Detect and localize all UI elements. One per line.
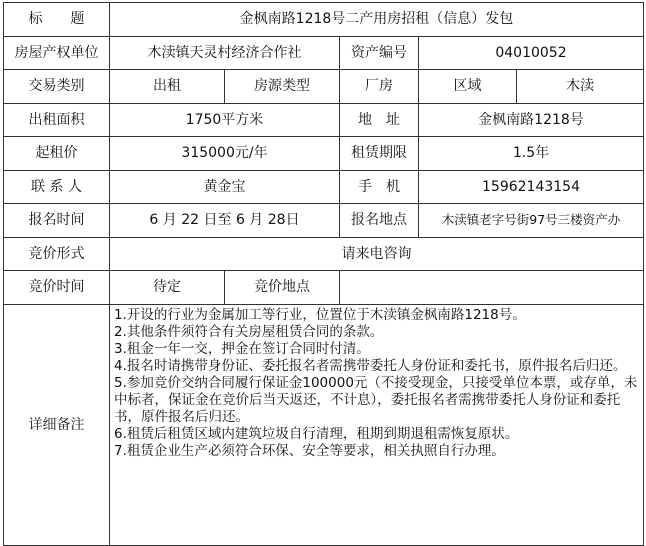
signup-time-label: 报名时间 bbox=[4, 204, 110, 238]
row-start-price bbox=[4, 137, 644, 171]
lease-term-value: 1.5年 bbox=[419, 137, 644, 171]
notes-cell bbox=[110, 304, 644, 545]
title-value: 金枫南路1218号二产用房招租（信息）发包 bbox=[110, 3, 644, 37]
trade-type-label: 交易类别 bbox=[4, 70, 110, 104]
owner-label: 房屋产权单位 bbox=[4, 36, 110, 70]
row-title bbox=[4, 3, 644, 37]
address-label: 地 址 bbox=[340, 103, 419, 137]
row-bid-form bbox=[4, 237, 644, 271]
asset-no-value: 04010052 bbox=[419, 36, 644, 70]
source-type-value: 厂房 bbox=[340, 70, 419, 104]
contact-label: 联 系 人 bbox=[4, 170, 110, 204]
rent-area-value: 1750平方米 bbox=[110, 103, 340, 137]
asset-no-label: 资产编号 bbox=[340, 36, 419, 70]
row-bid-time bbox=[4, 271, 644, 305]
signup-place-value: 木渎镇老字号街97号三楼资产办 bbox=[419, 204, 644, 238]
signup-time-value: 6 月 22 日至 6 月 28日 bbox=[110, 204, 340, 238]
row-trade-type bbox=[4, 70, 644, 104]
note-item: 1.开设的行业为金属加工等行业，位置位于木渎镇金枫南路1218号。 bbox=[114, 306, 526, 323]
notes-label: 详细备注 bbox=[4, 304, 110, 545]
bid-form-label: 竞价形式 bbox=[4, 237, 110, 271]
bid-time-label: 竞价时间 bbox=[4, 271, 110, 305]
bid-place-label: 竞价地点 bbox=[225, 271, 340, 305]
title-label: 标 题 bbox=[4, 3, 110, 37]
bid-time-value: 待定 bbox=[110, 271, 225, 305]
listing-table bbox=[3, 2, 644, 546]
phone-value: 15962143154 bbox=[419, 170, 644, 204]
area-value: 木渎 bbox=[517, 70, 644, 104]
note-item: 4.报名时请携带身份证、委托报名者需携带委托人身份证和委托书，原件报名后归还。 bbox=[114, 357, 627, 374]
row-contact bbox=[4, 170, 644, 204]
row-notes bbox=[4, 304, 644, 545]
signup-place-label: 报名地点 bbox=[340, 204, 419, 238]
note-item: 5.参加竞价交纳合同履行保证金100000元（不接受现金，只接受单位本票，或存单，未中标者，保证金在竞价后当天返还，不计息），委托报名者需携带委托人身份证和委托书，原件报名后归还。 bbox=[114, 374, 638, 425]
owner-value: 木渎镇天灵村经济合作社 bbox=[110, 36, 340, 70]
address-value: 金枫南路1218号 bbox=[419, 103, 644, 137]
source-type-label: 房源类型 bbox=[225, 70, 340, 104]
phone-label: 手 机 bbox=[340, 170, 419, 204]
note-item: 7.租赁企业生产必须符合环保、安全等要求，相关执照自行办理。 bbox=[114, 442, 505, 459]
area-label: 区域 bbox=[419, 70, 517, 104]
start-price-label: 起租价 bbox=[4, 137, 110, 171]
start-price-value: 315000元/年 bbox=[110, 137, 340, 171]
lease-term-label: 租赁期限 bbox=[340, 137, 419, 171]
bid-form-value: 请来电咨询 bbox=[110, 237, 644, 271]
row-owner bbox=[4, 36, 644, 70]
rent-area-label: 出租面积 bbox=[4, 103, 110, 137]
row-signup bbox=[4, 204, 644, 238]
trade-type-value: 出租 bbox=[110, 70, 225, 104]
bid-place-value bbox=[340, 271, 644, 305]
note-item: 3.租金一年一交，押金在签订合同时付清。 bbox=[114, 340, 370, 357]
contact-value: 黄金宝 bbox=[110, 170, 340, 204]
note-item: 2.其他条件须符合有关房屋租赁合同的条款。 bbox=[114, 323, 384, 340]
row-rent-area bbox=[4, 103, 644, 137]
note-item: 6.租赁后租赁区域内建筑垃圾自行清理，租期到期退租需恢复原状。 bbox=[114, 425, 519, 442]
